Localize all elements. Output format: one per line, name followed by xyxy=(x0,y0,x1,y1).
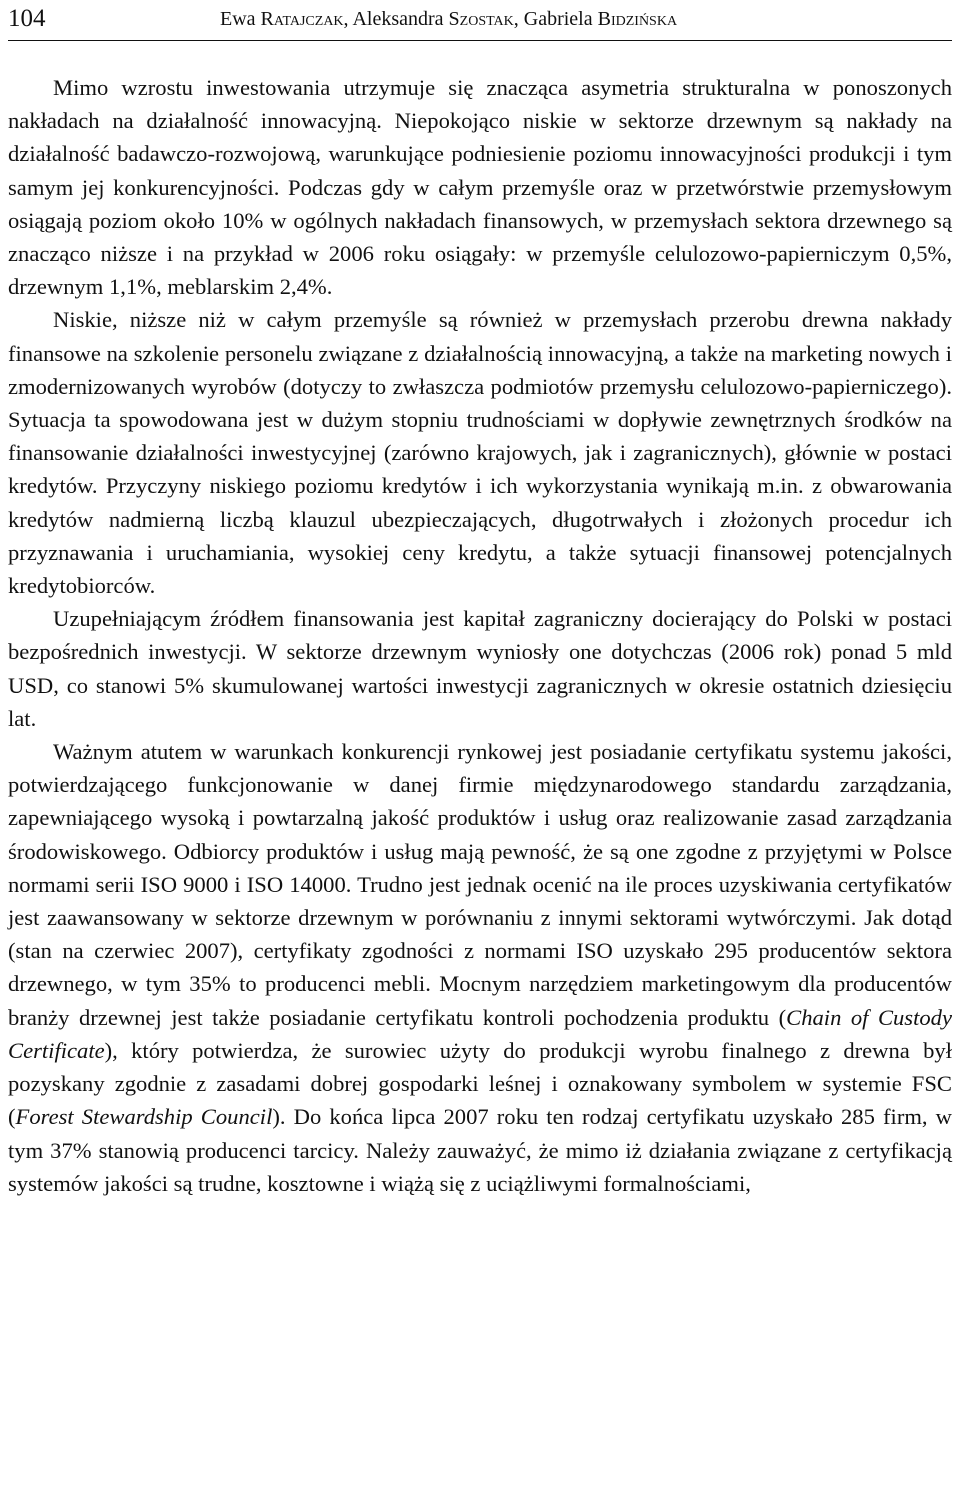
author-3-surname: Bidzińska xyxy=(597,8,678,30)
author-separator: , xyxy=(513,8,524,30)
paragraph-2: Niskie, niższe niż w całym przemyśle są również w przemysłach przerobu drewna nakłady finansowe na szkolenie personelu związane z działalnością innowacyjną, a także na marketing nowych i zmodernizowanych wyrobów (dotyczy to zwłaszcza podmiotów przemysłu celulozowo-papierniczego). Sytuacja ta spowodowana jest w dużym stopniu trudnościami w dopływie zewnętrznych środków na finansowanie działalności inwestycyjnej (zarówno krajowych, jak i zagranicznych), głównie w postaci kredytów. Przyczyny niskiego poziomu kredytów i ich wykorzystania wynikają m.in. z obwarowania kredytów nadmierną liczbą klauzul ubezpieczających, długotrwałych i złożonych procedur ich przyznawania i uruchamiania, wysokiej ceny kredytu, a także sytuacji finansowej potencjalnych kredytobiorców. xyxy=(8,307,952,599)
body-text xyxy=(8,71,952,1200)
author-list xyxy=(220,4,677,34)
author-2 xyxy=(352,8,513,30)
page-number: 104 xyxy=(8,5,46,32)
author-1-given-name: Ewa xyxy=(220,8,256,30)
author-2-given-name: Aleksandra xyxy=(352,8,444,30)
paragraph-3: Uzupełniającym źródłem finansowania jest kapitał zagraniczny docierający do Polski w postaci bezpośrednich inwestycji. W sektorze drzewnym wyniosły one dotychczas (2006 rok) ponad 5 mld USD, co stanowi 5% skumulowanej wartości inwestycji zagranicznych w okresie ostatnich dziesięciu lat. xyxy=(8,606,952,731)
author-3 xyxy=(524,8,677,30)
running-head xyxy=(8,4,952,38)
paragraph-4-segment-1: Ważnym atutem w warunkach konkurencji rynkowej jest posiadanie certyfikatu systemu jakości, potwierdzającego funkcjonowanie w danej firmie międzynarodowego standardu zarządzania, zapewniającego wysoką i powtarzalną jakość produktów i usług oraz realizowanie zasad zarządzania środowiskowego. Odbiorcy produktów i usług mają pewność, że są one zgodne z przyjętymi w Polsce normami serii ISO 9000 i ISO 14000. Trudno jest jednak ocenić na ile proces uzyskiwania certyfikatów jest zaawansowany w sektorze drzewnym w porównaniu z innymi sektorami wytwórczymi. Jak dotąd (stan na czerwiec 2007), certyfikaty zgodności z normami ISO uzyskało 295 producentów sektora drzewnego, w tym 35% to producenci mebli. Mocnym narzędziem marketingowym dla producentów branży drzewnej jest także posiadanie certyfikatu kontroli pochodzenia produktu ( xyxy=(8,739,952,1030)
header-rule xyxy=(8,40,952,41)
paragraph-4 xyxy=(8,735,952,1200)
paragraph-1: Mimo wzrostu inwestowania utrzymuje się znacząca asymetria strukturalna w ponoszonych nakładach na działalność innowacyjną. Niepokojąco niskie w sektorze drzewnym są nakłady na działalność badawczo-rozwojową, warunkujące podniesienie poziomu innowacyjności produkcji i tym samym jej konkurencyjności. Podczas gdy w całym przemyśle oraz w przetwórstwie przemysłowym osiągają poziom około 10% w ogólnych nakładach finansowych, w przemysłach sektora drzewnego są znacząco niższe i na przykład w 2006 roku osiągały: w przemyśle celulozowo-papierniczym 0,5%, drzewnym 1,1%, meblarskim 2,4%. xyxy=(8,75,952,300)
paragraph-4-segment-5: ). Do końca lipca 2007 roku ten rodzaj certyfikatu uzyskało 285 firm, w tym 37% stanowią producenci tarcicy. Należy zauważyć, że mimo iż działania związane z certyfikacją systemów jakości są trudne, kosztowne i wiążą się z uciążliwymi formalnościami, xyxy=(8,1104,952,1196)
author-3-given-name: Gabriela xyxy=(523,8,593,30)
paragraph-4-term-chain-of-custody: Chain of Custody Certificate xyxy=(8,1004,952,1063)
paragraph-4-segment-3: ), który potwierdza, że surowiec użyty do produkcji wyrobu finalnego z drewna był pozyskany zgodnie z zasadami dobrej gospodarki leśnej i oznakowany symbolem w systemie FSC ( xyxy=(8,1037,952,1130)
paragraph-4-term-fsc: Forest Stewardship Council xyxy=(15,1104,273,1130)
author-1-surname: Ratajczak xyxy=(260,8,344,30)
author-2-surname: Szostak xyxy=(448,8,514,30)
author-separator: , xyxy=(343,8,353,30)
author-1 xyxy=(220,8,344,30)
